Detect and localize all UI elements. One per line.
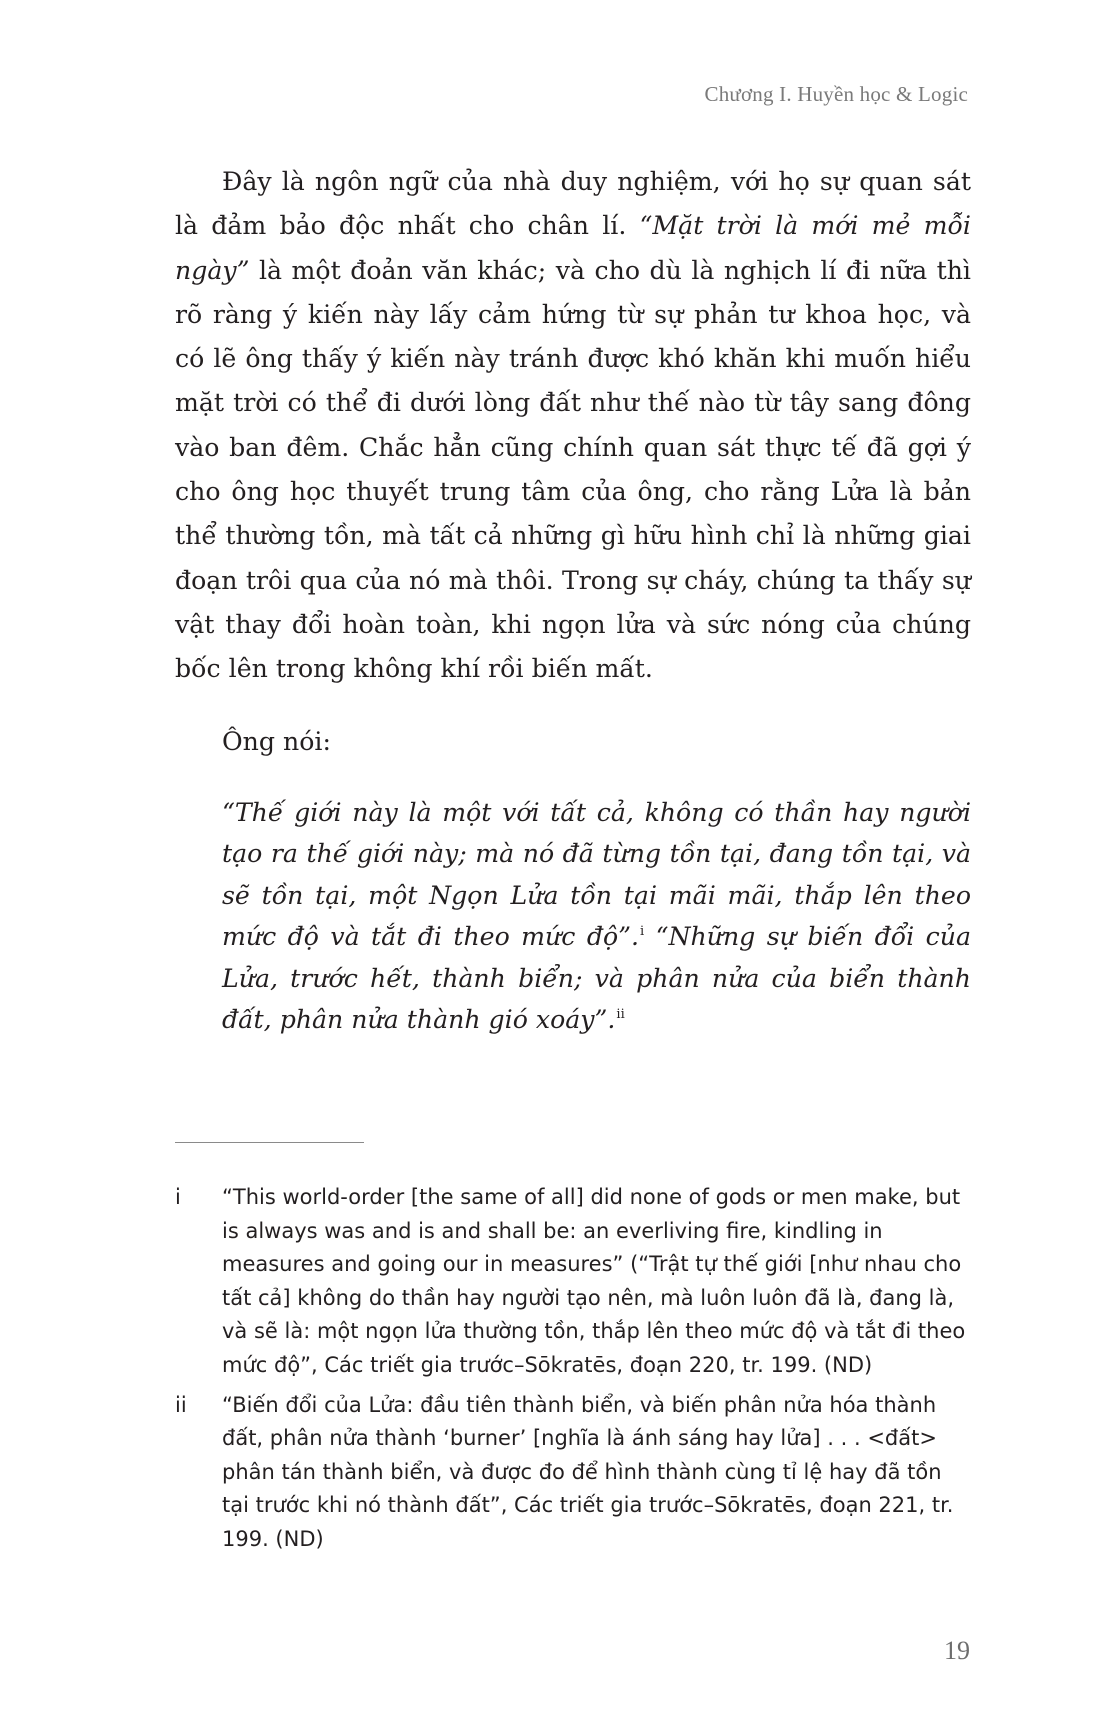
footnote-ref-i[interactable]: i — [640, 924, 645, 940]
footnote-text: “This world-order [the same of all] did none of gods or men make, but is always was and is and shall be: an everliving fire, kindling in measures and going our in measures” (“Trật tự thế giới [như nhau cho tất cả] không do thần hay người tạo nên, mà luôn luôn đã là, đang là, và sẽ là: một ngọn lửa thường tồn, thắp lên theo mức độ và tắt đi theo mức độ”, Các triết gia trước–Sōkratēs, đoạn 220, tr. 199. (ND) — [222, 1185, 966, 1377]
footnote-i — [175, 1181, 971, 1383]
footnote-ii — [175, 1389, 971, 1557]
footnote-divider — [175, 1142, 364, 1143]
block-quote — [222, 792, 971, 1041]
block-quote-part-a: “Thế giới này là một với tất cả, không có thần hay người tạo ra thế giới này; mà nó đã từng tồn tại, đang tồn tại, và sẽ tồn tại, một Ngọn Lửa tồn tại mãi mãi, thắp lên theo mức độ và tắt đi theo mức độ”. — [222, 797, 971, 952]
footnote-ref-ii[interactable]: ii — [616, 1007, 625, 1023]
paragraph-1-part-a: Đây là ngôn ngữ của nhà duy nghiệm, với họ sự quan sát là đảm bảo độc nhất cho chân lí. — [175, 167, 971, 241]
running-head: Chương I. Huyền học & Logic — [704, 82, 968, 106]
paragraph-1-quote: “Mặt trời là mới mẻ mỗi ngày” — [175, 211, 971, 285]
footnote-text: “Biến đổi của Lửa: đầu tiên thành biển, và biến phân nửa hóa thành đất, phân nửa thành ‘burner’ [nghĩa là ánh sáng hay lửa] . . . <đất> phân tán thành biển, và được đo để hình thành cùng tỉ lệ hay đã tồn tại trước khi nó thành đất”, Các triết gia trước–Sōkratēs, đoạn 221, tr. 199. (ND) — [222, 1392, 954, 1551]
footnote-marker: i — [175, 1185, 181, 1209]
page-number: 19 — [944, 1636, 970, 1665]
paragraph-1-part-b: là một đoản văn khác; và cho dù là nghịch lí đi nữa thì rõ ràng ý kiến này lấy cảm hứng từ sự phản tư khoa học, và có lẽ ông thấy ý kiến này tránh được khó khăn khi muốn hiểu mặt trời có thể đi dưới lòng đất như thế nào từ tây sang đông vào ban đêm. Chắc hẳn cũng chính quan sát thực tế đã gợi ý cho ông học thuyết trung tâm của ông, cho rằng Lửa là bản thể thường tồn, mà tất cả những gì hữu hình chỉ là những giai đoạn trôi qua của nó mà thôi. Trong sự cháy, chúng ta thấy sự vật thay đổi hoàn toàn, khi ngọn lửa và sức nóng của chúng bốc lên trong không khí rồi biến mất. — [175, 255, 971, 684]
block-quote-part-b: “Những sự biến đổi của Lửa, trước hết, thành biển; và phân nửa của biển thành đất, phân nửa thành gió xoáy”. — [222, 922, 972, 1035]
paragraph-1 — [175, 160, 971, 692]
main-text — [175, 160, 971, 1041]
paragraph-2: Ông nói: — [222, 726, 331, 756]
footnote-marker: ii — [175, 1392, 187, 1417]
footnotes — [175, 1181, 971, 1563]
